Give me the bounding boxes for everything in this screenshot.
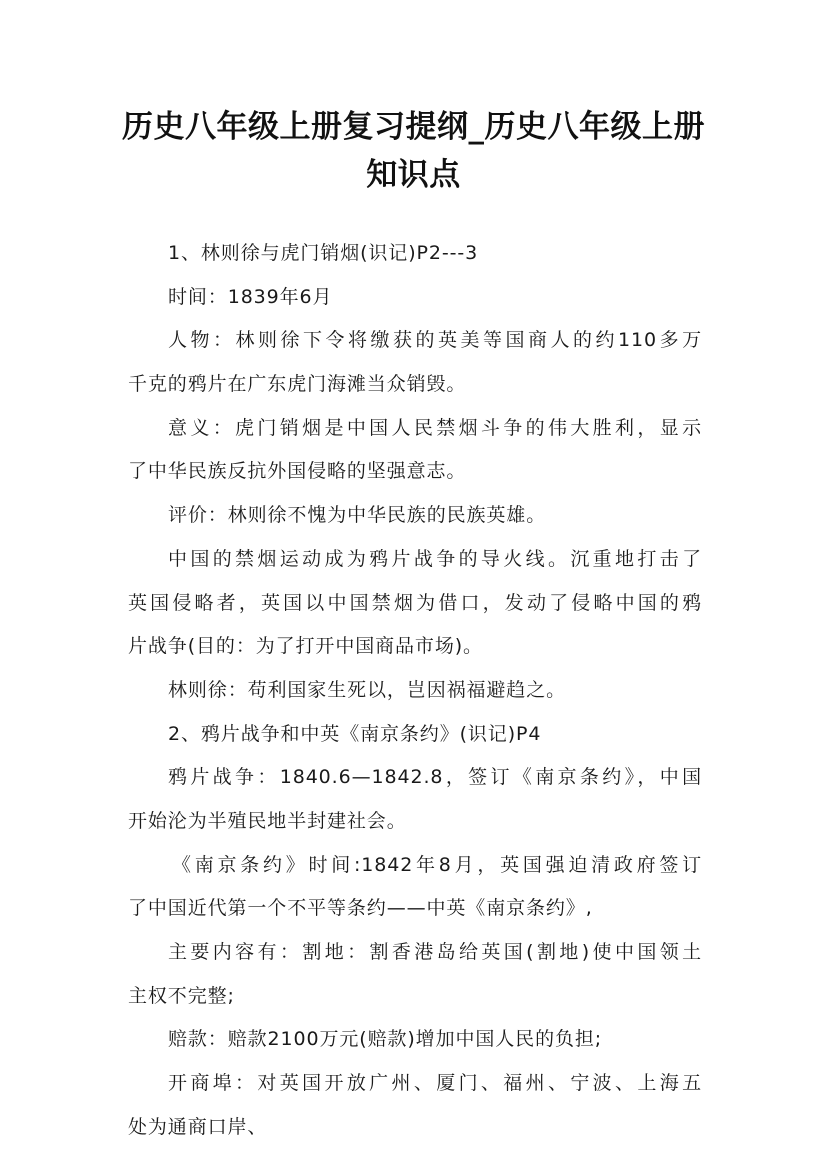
document-title xyxy=(60,103,767,199)
title-line-1: 历史八年级上册复习提纲_历史八年级上册 xyxy=(122,109,705,145)
paragraph-line: 赔款：赔款2100万元(赔款)增加中国人民的负担; xyxy=(168,1028,603,1051)
section-heading-1: 1、林则徐与虎门销烟(识记)P2---3 xyxy=(168,242,479,264)
document-body xyxy=(128,232,702,1149)
paragraph-line: 了中国近代第一个不平等条约——中英《南京条约》, xyxy=(128,897,593,920)
paragraph-line: 《南京条约》时间:1842年8月，英国强迫清政府签订 xyxy=(172,853,702,876)
paragraph-line: 鸦片战争：1840.6—1842.8，签订《南京条约》，中国 xyxy=(168,766,702,789)
paragraph-line: 时间：1839年6月 xyxy=(168,285,333,308)
paragraph-line: 英国侵略者，英国以中国禁烟为借口，发动了侵略中国的鸦 xyxy=(128,591,702,614)
title-line-2: 知识点 xyxy=(366,157,461,193)
paragraph-line: 主要内容有：割地：割香港岛给英国(割地)使中国领土 xyxy=(168,941,702,963)
section-heading-2: 2、鸦片战争和中英《南京条约》(识记)P4 xyxy=(168,722,542,745)
paragraph-line: 了中华民族反抗外国侵略的坚强意志。 xyxy=(128,460,467,483)
paragraph-line: 千克的鸦片在广东虎门海滩当众销毁。 xyxy=(128,373,467,396)
paragraph-line: 主权不完整; xyxy=(128,984,235,1007)
paragraph-line: 开始沦为半殖民地半封建社会。 xyxy=(128,809,407,832)
paragraph-line: 意义：虎门销烟是中国人民禁烟斗争的伟大胜利，显示 xyxy=(168,416,702,439)
paragraph-line: 林则徐：苟利国家生死以，岂因祸福避趋之。 xyxy=(168,678,567,701)
paragraph-line: 处为通商口岸、 xyxy=(128,1115,268,1138)
paragraph-line: 中国的禁烟运动成为鸦片战争的导火线。沉重地打击了 xyxy=(168,547,702,570)
paragraph-line: 人物：林则徐下令将缴获的英美等国商人的约110多万 xyxy=(168,329,702,352)
paragraph-line: 片战争(目的：为了打开中国商品市场)。 xyxy=(128,635,483,658)
paragraph-line: 开商埠：对英国开放广州、厦门、福州、宁波、上海五 xyxy=(168,1072,702,1095)
paragraph-line: 评价：林则徐不愧为中华民族的民族英雄。 xyxy=(168,504,547,527)
